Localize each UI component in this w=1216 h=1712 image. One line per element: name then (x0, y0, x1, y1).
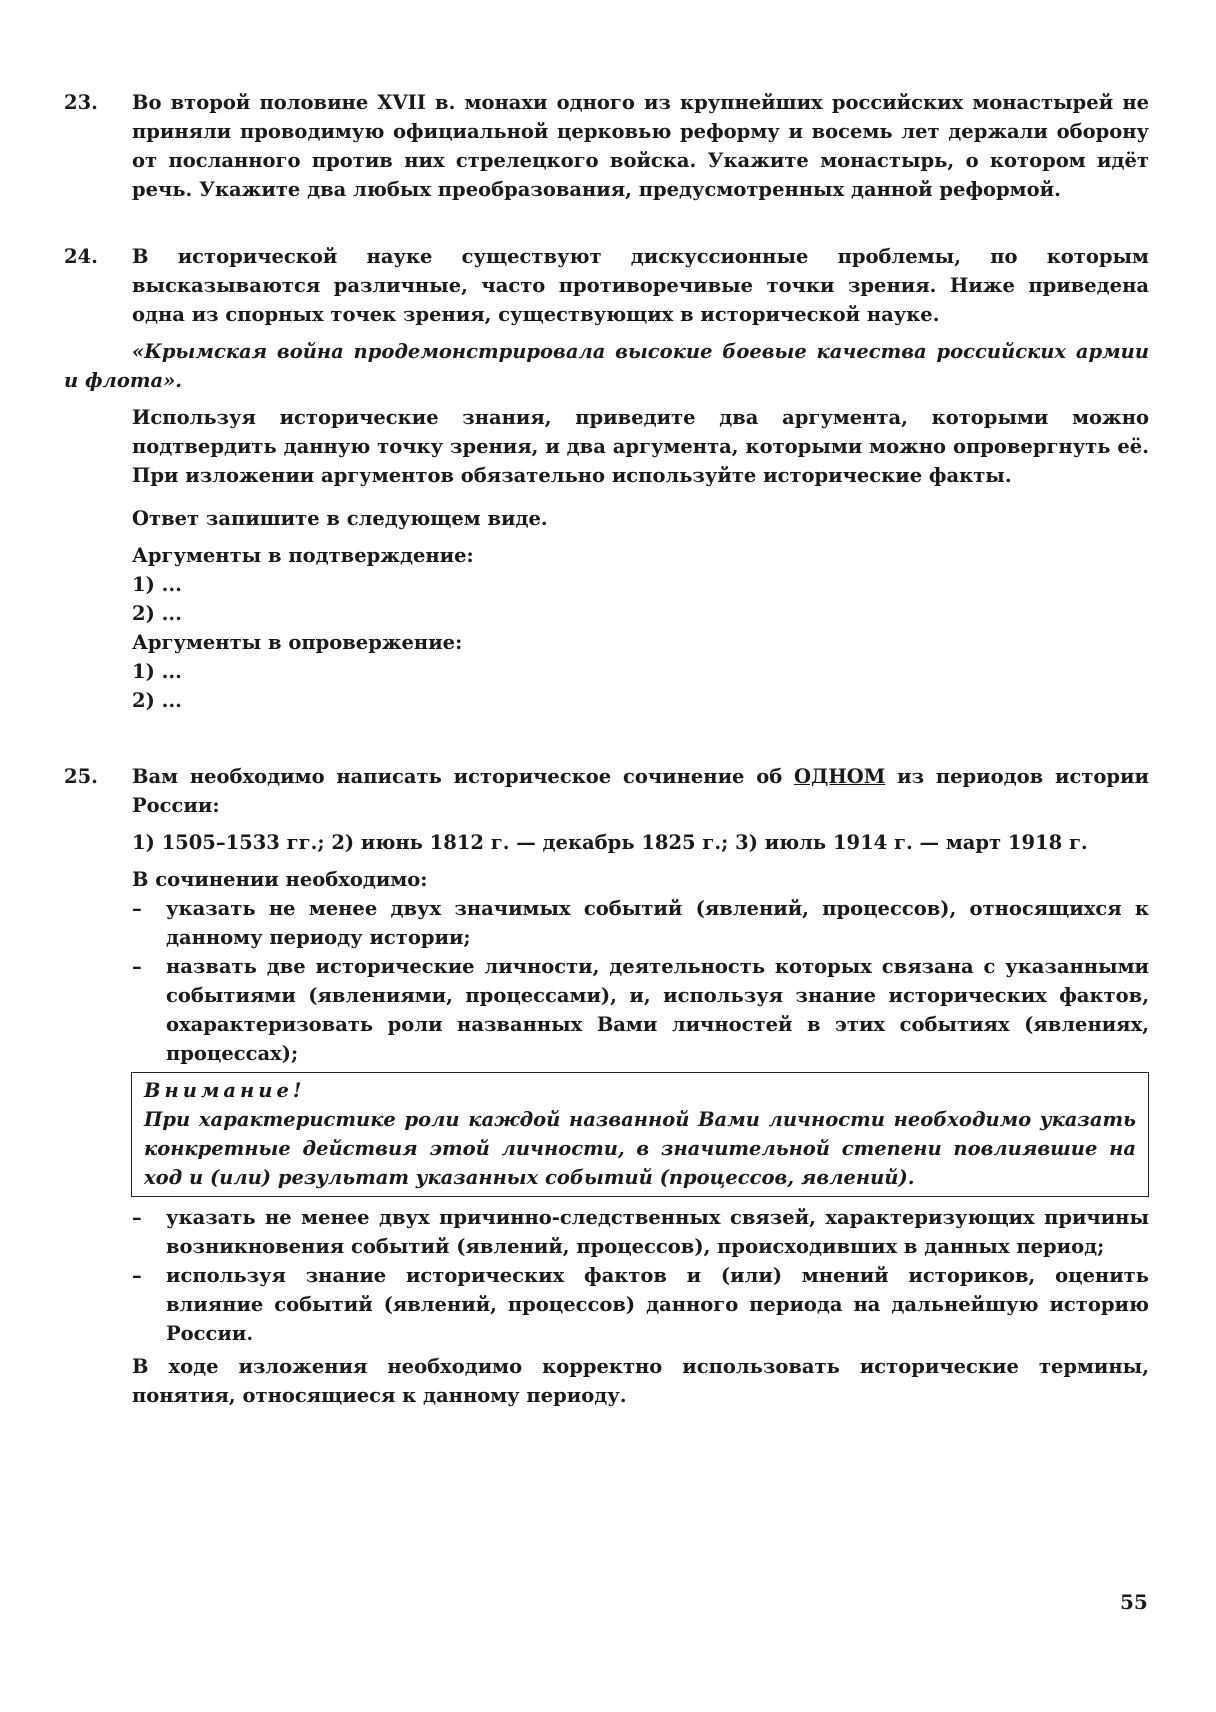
answer-line: 2) ... (132, 689, 182, 712)
requirements-list (130, 1203, 1149, 1348)
answer-line: 1) ... (132, 573, 182, 596)
list-item: – назвать две исторические личности, деятельность которых связана с указанными событиями (явлениями, процессами), и, используя знание исторических фактов, охарактеризовать роли названных Вами личностей в этих событиях (явлениях, процессах); (130, 952, 1149, 1068)
task-intro: В исторической науке существуют дискуссионные проблемы, по которым высказываются различные, часто противоречивые точки зрения. Ниже приведена одна из спорных точек зрения, существующих в исторической науке. (132, 245, 1149, 326)
list-item: – указать не менее двух причинно-следственных связей, характеризующих причины возникновения событий (явлений, процессов), происходивших в данных период; (130, 1203, 1149, 1261)
attention-title: Внимание! (144, 1079, 306, 1102)
answer-line: 2) ... (132, 602, 182, 625)
task-25 (64, 762, 1149, 1410)
requirements-list (130, 894, 1149, 1068)
closing-note: В ходе изложения необходимо корректно использовать исторические термины, понятия, относящиеся к данному периоду. (132, 1355, 1149, 1407)
task-number: 25. (64, 765, 98, 788)
attention-text: При характеристике роли каждой названной Вами личности необходимо указать конкретные действия этой личности, в значительной степени повлиявшие на ход и (или) результат указанных событий (процессов, явлений). (144, 1108, 1136, 1189)
answer-line: 1) ... (132, 660, 182, 683)
task-number: 24. (64, 245, 98, 268)
list-item: – используя знание исторических фактов и (или) мнений историков, оценить влияние событий (явлений, процессов) данного периода на дальнейшую историю России. (130, 1261, 1149, 1348)
list-item: – указать не менее двух значимых событий (явлений, процессов), относящихся к данному периоду истории; (130, 894, 1149, 952)
task-intro: Вам необходимо написать историческое сочинение об ОДНОМ из периодов истории России: (132, 765, 1149, 817)
refute-heading: Аргументы в опровержение: (132, 631, 463, 654)
task-instruction: Используя исторические знания, приведите два аргумента, которыми можно подтвердить данную точку зрения, и два аргумента, которыми можно опровергнуть её. При изложении аргументов обязательно используйте исторические факты. (132, 406, 1149, 487)
task-24 (64, 242, 1149, 715)
task-text: Во второй половине XVII в. монахи одного из крупнейших российских монастырей не приняли проводимую официальной церковью реформу и восемь лет держали оборону от посланного против них стрелецкого войска. Укажите монастырь, о котором идёт речь. Укажите два любых преобразования, предусмотренных данной реформой. (132, 91, 1149, 201)
task-number: 23. (64, 91, 98, 114)
confirm-heading: Аргументы в подтверждение: (132, 544, 474, 567)
periods-list: 1) 1505–1533 гг.; 2) июнь 1812 г. — декабрь 1825 г.; 3) июль 1914 г. — март 1918 г. (132, 831, 1088, 854)
page-number: 55 (1120, 1590, 1148, 1614)
task-quote: «Крымская война продемонстрировала высокие боевые качества российских армии и флота». (64, 340, 1149, 392)
task-23 (64, 88, 1149, 204)
answer-form-label: Ответ запишите в следующем виде. (132, 507, 548, 530)
requirements-heading: В сочинении необходимо: (132, 868, 428, 891)
underlined-word: ОДНОМ (794, 765, 886, 788)
attention-box (131, 1072, 1149, 1197)
